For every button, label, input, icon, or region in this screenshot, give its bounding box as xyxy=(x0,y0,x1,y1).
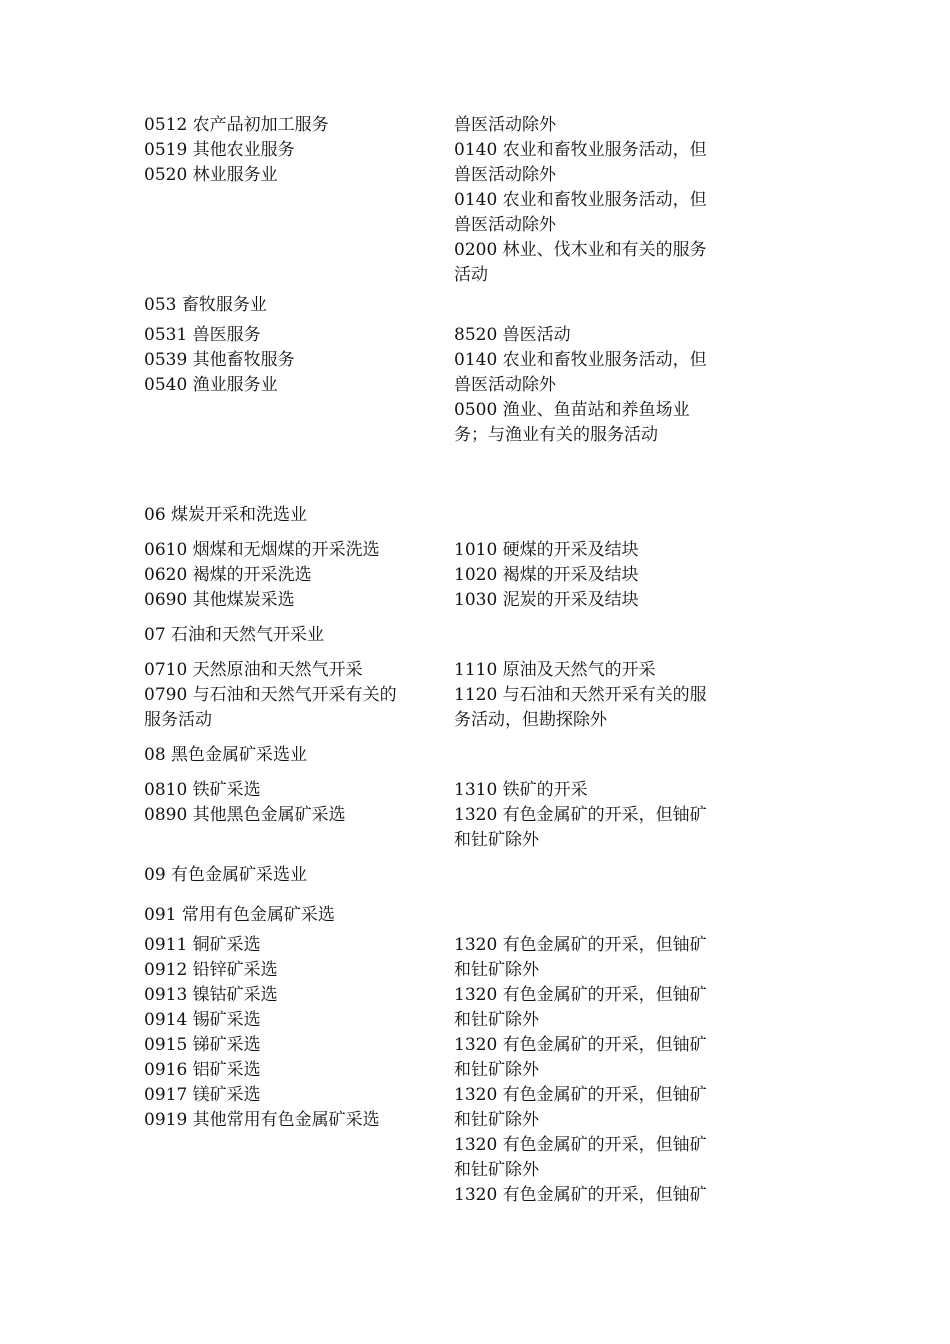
code-line: 1320 有色金属矿的开采，但铀矿 xyxy=(454,805,707,825)
code-line: 1030 泥炭的开采及结块 xyxy=(454,590,639,610)
code-line: 和钍矿除外 xyxy=(454,1060,539,1080)
code-line: 兽医活动除外 xyxy=(454,375,556,395)
code-line: 0620 褐煤的开采洗选 xyxy=(144,565,312,585)
section-heading: 07 石油和天然气开采业 xyxy=(144,625,325,645)
code-line: 0539 其他畜牧服务 xyxy=(144,350,295,370)
code-line: 0690 其他煤炭采选 xyxy=(144,590,295,610)
section-heading: 053 畜牧服务业 xyxy=(144,295,267,315)
code-line: 1320 有色金属矿的开采，但铀矿 xyxy=(454,935,707,955)
code-line: 1320 有色金属矿的开采，但铀矿 xyxy=(454,1035,707,1055)
section-heading: 06 煤炭开采和洗选业 xyxy=(144,505,308,525)
code-line: 0890 其他黑色金属矿采选 xyxy=(144,805,346,825)
correspondence-codes-right xyxy=(454,933,744,1208)
section-heading: 09 有色金属矿采选业 xyxy=(144,865,308,885)
code-line: 务活动，但勘探除外 xyxy=(454,710,607,730)
code-line: 8520 兽医活动 xyxy=(454,325,571,345)
code-line: 0915 锑矿采选 xyxy=(144,1035,261,1055)
code-line: 0520 林业服务业 xyxy=(144,165,278,185)
code-line: 1110 原油及天然气的开采 xyxy=(454,660,656,680)
correspondence-codes-right xyxy=(454,778,744,853)
code-line: 0912 铅锌矿采选 xyxy=(144,960,278,980)
classification-codes-left xyxy=(144,933,434,1133)
code-line: 1010 硬煤的开采及结块 xyxy=(454,540,639,560)
code-line: 0919 其他常用有色金属矿采选 xyxy=(144,1110,380,1130)
correspondence-codes-right xyxy=(454,538,744,613)
code-line: 和钍矿除外 xyxy=(454,1010,539,1030)
code-line: 1320 有色金属矿的开采，但铀矿 xyxy=(454,1135,707,1155)
correspondence-codes-right xyxy=(454,658,744,733)
code-line: 兽医活动除外 xyxy=(454,215,556,235)
code-line: 1120 与石油和天然开采有关的服 xyxy=(454,685,707,705)
code-line: 和钍矿除外 xyxy=(454,960,539,980)
classification-codes-left xyxy=(144,323,434,398)
code-line: 服务活动 xyxy=(144,710,212,730)
code-line: 1320 有色金属矿的开采，但铀矿 xyxy=(454,985,707,1005)
correspondence-codes-right xyxy=(454,113,744,288)
code-line: 0140 农业和畜牧业服务活动，但 xyxy=(454,350,707,370)
classification-codes-left xyxy=(144,658,434,733)
code-line: 0200 林业、伐木业和有关的服务 xyxy=(454,240,707,260)
code-line: 兽医活动除外 xyxy=(454,115,556,135)
code-line: 0810 铁矿采选 xyxy=(144,780,261,800)
code-line: 1020 褐煤的开采及结块 xyxy=(454,565,639,585)
code-line: 0610 烟煤和无烟煤的开采洗选 xyxy=(144,540,380,560)
code-line: 0140 农业和畜牧业服务活动，但 xyxy=(454,140,707,160)
code-line: 0710 天然原油和天然气开采 xyxy=(144,660,363,680)
code-line: 和钍矿除外 xyxy=(454,1160,539,1180)
code-line: 1320 有色金属矿的开采，但铀矿 xyxy=(454,1085,707,1105)
code-line: 1320 有色金属矿的开采，但铀矿 xyxy=(454,1185,707,1205)
code-line: 活动 xyxy=(454,265,488,285)
correspondence-codes-right xyxy=(454,323,744,448)
section-heading: 08 黑色金属矿采选业 xyxy=(144,745,308,765)
code-line: 0790 与石油和天然气开采有关的 xyxy=(144,685,397,705)
code-line: 0917 镁矿采选 xyxy=(144,1085,261,1105)
code-line: 0540 渔业服务业 xyxy=(144,375,278,395)
code-line: 0916 铝矿采选 xyxy=(144,1060,261,1080)
code-line: 和钍矿除外 xyxy=(454,1110,539,1130)
code-line: 0140 农业和畜牧业服务活动，但 xyxy=(454,190,707,210)
code-line: 务；与渔业有关的服务活动 xyxy=(454,425,658,445)
code-line: 0913 镍钴矿采选 xyxy=(144,985,278,1005)
code-line: 兽医活动除外 xyxy=(454,165,556,185)
section-heading: 091 常用有色金属矿采选 xyxy=(144,905,335,925)
code-line: 0914 锡矿采选 xyxy=(144,1010,261,1030)
code-line: 1310 铁矿的开采 xyxy=(454,780,588,800)
classification-codes-left xyxy=(144,778,434,828)
classification-codes-left xyxy=(144,113,434,188)
code-line: 0911 铜矿采选 xyxy=(144,935,261,955)
classification-codes-left xyxy=(144,538,434,613)
code-line: 0531 兽医服务 xyxy=(144,325,261,345)
code-line: 和钍矿除外 xyxy=(454,830,539,850)
code-line: 0512 农产品初加工服务 xyxy=(144,115,329,135)
code-line: 0500 渔业、鱼苗站和养鱼场业 xyxy=(454,400,690,420)
code-line: 0519 其他农业服务 xyxy=(144,140,295,160)
